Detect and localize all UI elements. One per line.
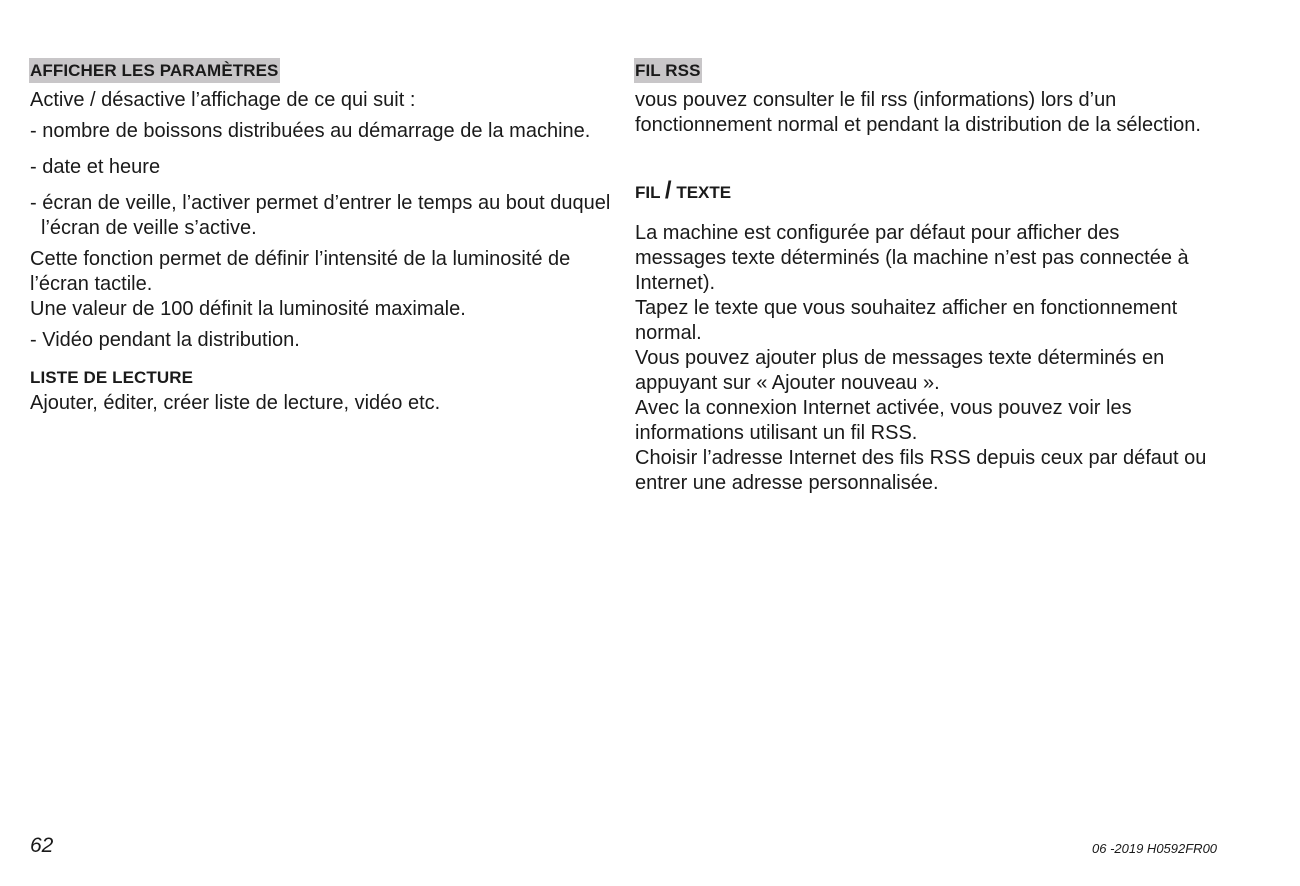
afficher-heading: AFFICHER LES PARAMÈTRES <box>29 58 280 83</box>
fil-texte-p1: La machine est configurée par défaut pour afficher des messages texte déterminés (la machine n’est pas connectée à Internet). <box>635 222 1189 294</box>
liste-heading: LISTE DE LECTURE <box>30 368 194 387</box>
fil-texte-heading <box>635 179 1210 205</box>
fil-texte-p3: Vous pouvez ajouter plus de messages texte déterminés en appuyant sur « Ajouter nouveau ». <box>635 347 1165 394</box>
fil-texte-heading-slash: / <box>664 177 672 204</box>
afficher-luminosite-para: Cette fonction permet de définir l’intensité de la luminosité de l’écran tactile. <box>30 248 571 295</box>
rss-heading: FIL RSS <box>634 58 702 83</box>
afficher-bullet-date: - date et heure <box>30 156 161 178</box>
afficher-intro: Active / désactive l’affichage de ce qui suit : <box>30 89 416 111</box>
document-reference: 06 -2019 H0592FR00 <box>1092 841 1218 856</box>
fil-texte-p4: Avec la connexion Internet activée, vous pouvez voir les informations utilisant un fil RSS. <box>635 397 1132 444</box>
fil-texte-p2: Tapez le texte que vous souhaitez afficher en fonctionnement normal. <box>635 297 1178 344</box>
afficher-luminosite-max: Une valeur de 100 définit la luminosité maximale. <box>30 298 466 320</box>
left-column <box>30 58 620 416</box>
page-number: 62 <box>30 834 54 857</box>
right-column <box>635 58 1210 496</box>
fil-texte-heading-b: TEXTE <box>676 183 732 202</box>
rss-text: vous pouvez consulter le fil rss (informations) lors d’un fonctionnement normal et pendant la distribution de la sélection. <box>635 89 1201 136</box>
liste-text: Ajouter, éditer, créer liste de lecture, vidéo etc. <box>30 392 441 414</box>
fil-texte-heading-a: FIL <box>635 183 661 202</box>
afficher-bullet-boissons: - nombre de boissons distribuées au démarrage de la machine. <box>30 120 591 142</box>
afficher-bullet-video: - Vidéo pendant la distribution. <box>30 329 300 351</box>
fil-texte-p5: Choisir l’adresse Internet des fils RSS depuis ceux par défaut ou entrer une adresse personnalisée. <box>635 447 1207 494</box>
afficher-bullet-veille: - écran de veille, l’activer permet d’entrer le temps au bout duquel l’écran de veille s’active. <box>30 192 611 239</box>
